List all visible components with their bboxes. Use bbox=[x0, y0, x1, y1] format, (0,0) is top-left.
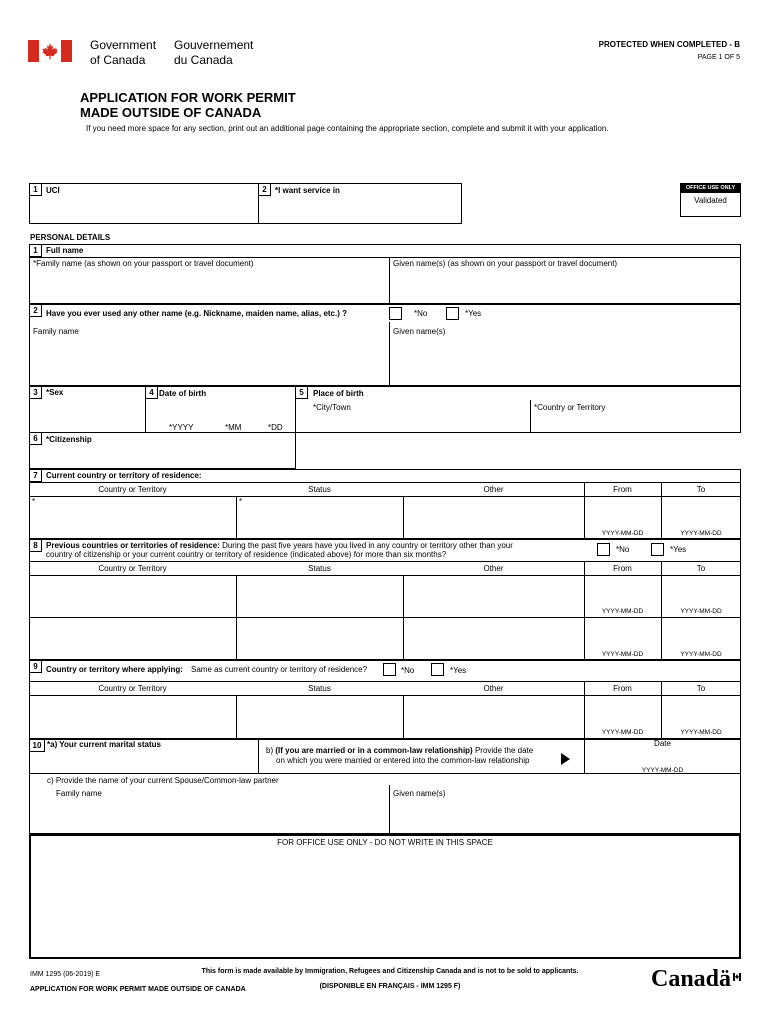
other-name-yes-label: *Yes bbox=[465, 309, 482, 318]
previous-no-label: *No bbox=[616, 545, 630, 554]
government-of-canada-fr bbox=[174, 38, 253, 68]
q7-from-input[interactable] bbox=[588, 508, 657, 528]
spouse-family-name-input[interactable] bbox=[33, 805, 383, 829]
q3-sex-number: 3 bbox=[29, 386, 42, 399]
uci-label: UCI bbox=[46, 186, 60, 195]
other-name-no-checkbox[interactable] bbox=[389, 307, 402, 320]
spouse-family-name-label: Family name bbox=[56, 789, 102, 798]
personal-details-heading: PERSONAL DETAILS bbox=[30, 233, 111, 242]
q6-citizenship-number: 6 bbox=[29, 432, 42, 445]
pob-country-input[interactable] bbox=[534, 416, 737, 430]
q7-residence-number: 7 bbox=[29, 469, 42, 482]
validated-label: Validated bbox=[694, 196, 727, 205]
q9-country-input[interactable] bbox=[33, 700, 232, 732]
other-given-name-input[interactable] bbox=[393, 345, 737, 375]
other-name-yes-checkbox[interactable] bbox=[446, 307, 459, 320]
applying-yes-label: *Yes bbox=[450, 666, 467, 675]
same-as-current-question: Same as current country or territory of residence? bbox=[191, 665, 368, 674]
q7-status-required: * bbox=[239, 497, 243, 506]
q7-col-from: From bbox=[613, 485, 632, 494]
q8-row1-from-format: YYYY-MM-DD bbox=[601, 608, 644, 615]
q2-number: 2 bbox=[258, 183, 271, 196]
marriage-date-label: Date bbox=[654, 739, 671, 748]
q2-other-name-number: 2 bbox=[29, 304, 42, 317]
q7-from-format: YYYY-MM-DD bbox=[601, 530, 644, 537]
q8-col-from: From bbox=[613, 564, 632, 573]
wordmark-flag-icon bbox=[733, 968, 741, 976]
other-family-name-label: Family name bbox=[33, 327, 79, 336]
sex-label: *Sex bbox=[46, 388, 64, 397]
citizenship-label: *Citizenship bbox=[46, 435, 92, 444]
q8-row2-country-input[interactable] bbox=[33, 622, 232, 654]
marriage-date-format: YYYY-MM-DD bbox=[641, 767, 684, 774]
q7-country-required: * bbox=[32, 497, 36, 506]
q7-to-format: YYYY-MM-DD bbox=[680, 530, 722, 537]
dob-label: Date of birth bbox=[159, 389, 207, 398]
marriage-date-bold: (If you are married or in a common-law relationship) bbox=[275, 746, 473, 755]
office-use-header: OFFICE USE ONLY bbox=[680, 183, 741, 193]
marriage-date-text1: Provide the date bbox=[472, 746, 534, 755]
q8-row2-from-format: YYYY-MM-DD bbox=[601, 651, 644, 658]
q7-other-input[interactable] bbox=[407, 508, 580, 534]
q9-status-input[interactable] bbox=[240, 700, 399, 732]
dob-input[interactable] bbox=[160, 402, 290, 420]
sex-select[interactable] bbox=[33, 404, 141, 428]
french-availability: (DISPONIBLE EN FRANÇAIS - IMM 1295 F) bbox=[319, 983, 461, 990]
gov-en-line1: Government bbox=[90, 38, 157, 52]
other-name-no-label: *No bbox=[414, 309, 428, 318]
q8-col-country: Country or Territory bbox=[98, 564, 167, 573]
not-for-sale-notice: This form is made available by Immigration, Refugees and Citizenship Canada and is not to be sold to applicants. bbox=[201, 968, 579, 975]
other-given-name-label: Given name(s) bbox=[393, 327, 446, 336]
applying-no-label: *No bbox=[401, 666, 415, 675]
q8-row2-status-input[interactable] bbox=[240, 622, 399, 654]
canada-wordmark bbox=[651, 965, 731, 993]
office-use-only-area bbox=[29, 834, 741, 959]
gov-fr-line2: du Canada bbox=[174, 53, 233, 67]
previous-residence-bold: Previous countries or territories of residence: bbox=[46, 541, 220, 550]
form-title bbox=[80, 90, 296, 120]
other-name-question: Have you ever used any other name (e.g. Nickname, maiden name, alias, etc.) ? bbox=[46, 309, 348, 318]
q9-col-to: To bbox=[696, 684, 706, 693]
office-use-only-label: FOR OFFICE USE ONLY - DO NOT WRITE IN THIS SPACE bbox=[277, 838, 493, 847]
gov-en-line2: of Canada bbox=[90, 53, 146, 67]
q8-row2-other-input[interactable] bbox=[407, 622, 580, 654]
service-language-select[interactable] bbox=[264, 200, 458, 220]
uci-input[interactable] bbox=[34, 200, 254, 220]
other-family-name-input[interactable] bbox=[33, 345, 383, 375]
q9-col-country: Country or Territory bbox=[98, 684, 167, 693]
previous-residence-text2: country of citizenship or your current country or territory of residence (indicated above) for more than six months? bbox=[46, 550, 447, 559]
q7-to-input[interactable] bbox=[665, 508, 737, 528]
citizenship-input[interactable] bbox=[33, 449, 291, 465]
marriage-date-question bbox=[266, 746, 533, 766]
previous-yes-label: *Yes bbox=[670, 545, 687, 554]
q7-country-input[interactable] bbox=[33, 508, 232, 534]
q4-dob-number: 4 bbox=[145, 386, 158, 399]
dob-yyyy-label: *YYYY bbox=[169, 423, 194, 432]
q10-marital-number: 10 bbox=[29, 739, 45, 752]
q9-from-format: YYYY-MM-DD bbox=[601, 729, 644, 736]
protected-label: PROTECTED WHEN COMPLETED - B bbox=[598, 40, 740, 49]
previous-yes-checkbox[interactable] bbox=[651, 543, 664, 556]
family-name-label: *Family name (as shown on your passport or travel document) bbox=[33, 259, 254, 268]
family-name-input[interactable] bbox=[33, 275, 383, 299]
q7-status-input[interactable] bbox=[240, 508, 399, 534]
canada-wordmark-text: Canadä bbox=[651, 966, 732, 992]
spouse-given-name-input[interactable] bbox=[393, 805, 737, 829]
spouse-given-name-label: Given name(s) bbox=[393, 789, 446, 798]
q8-previous-number: 8 bbox=[29, 539, 42, 552]
q8-col-status: Status bbox=[308, 564, 331, 573]
q8-row1-status-input[interactable] bbox=[240, 580, 399, 612]
q8-row2-to-format: YYYY-MM-DD bbox=[680, 651, 722, 658]
footer-form-title: APPLICATION FOR WORK PERMIT MADE OUTSIDE OF CANADA bbox=[30, 986, 246, 993]
q8-row1-country-input[interactable] bbox=[33, 580, 232, 612]
given-name-input[interactable] bbox=[393, 275, 737, 299]
marriage-date-text2: on which you were married or entered into the common-law relationship bbox=[276, 756, 530, 765]
marital-status-select[interactable] bbox=[33, 752, 253, 770]
dob-mm-label: *MM bbox=[225, 423, 242, 432]
applying-no-checkbox[interactable] bbox=[383, 663, 396, 676]
pob-country-label: *Country or Territory bbox=[534, 403, 606, 412]
q8-col-to: To bbox=[696, 564, 706, 573]
page-number: PAGE 1 OF 5 bbox=[697, 54, 740, 61]
q8-col-other: Other bbox=[483, 564, 504, 573]
q8-row1-to-format: YYYY-MM-DD bbox=[680, 608, 722, 615]
full-name-label: Full name bbox=[46, 246, 84, 255]
instructions: If you need more space for any section, print out an additional page containing the appropriate section, complete and submit it with your application. bbox=[86, 124, 609, 133]
marital-status-label: *a) Your current marital status bbox=[47, 740, 161, 749]
q9-col-status: Status bbox=[308, 684, 331, 693]
spouse-name-question: c) Provide the name of your current Spouse/Common-law partner bbox=[47, 776, 279, 785]
government-of-canada-en bbox=[90, 38, 156, 68]
pob-city-label: *City/Town bbox=[313, 403, 351, 412]
q7-col-status: Status bbox=[308, 485, 331, 494]
form-id: IMM 1295 (06-2019) E bbox=[30, 971, 101, 978]
given-name-label: Given name(s) (as shown on your passport or travel document) bbox=[393, 259, 618, 268]
q9-col-other: Other bbox=[483, 684, 504, 693]
q7-col-to: To bbox=[696, 485, 706, 494]
gov-fr-line1: Gouvernement bbox=[174, 38, 254, 52]
pob-label: Place of birth bbox=[313, 389, 364, 398]
q9-other-input[interactable] bbox=[407, 700, 580, 732]
q8-row1-other-input[interactable] bbox=[407, 580, 580, 612]
applying-yes-checkbox[interactable] bbox=[431, 663, 444, 676]
marriage-date-input[interactable] bbox=[600, 751, 725, 765]
canada-flag-icon bbox=[28, 40, 72, 62]
q7-col-country: Country or Territory bbox=[98, 485, 167, 494]
form-title-line1: APPLICATION FOR WORK PERMIT bbox=[80, 90, 296, 105]
q5-pob-number: 5 bbox=[295, 386, 308, 399]
applying-label: Country or territory where applying: bbox=[46, 665, 183, 674]
previous-residence-question bbox=[46, 541, 566, 559]
service-label: *I want service in bbox=[275, 186, 340, 195]
marriage-date-prefix: b) bbox=[266, 746, 276, 755]
q7-col-other: Other bbox=[483, 485, 504, 494]
q1-full-name-number: 1 bbox=[29, 244, 42, 257]
q9-to-format: YYYY-MM-DD bbox=[680, 729, 722, 736]
previous-no-checkbox[interactable] bbox=[597, 543, 610, 556]
q9-col-from: From bbox=[613, 684, 632, 693]
arrow-right-icon bbox=[561, 753, 570, 765]
current-residence-label: Current country or territory of residence: bbox=[46, 471, 202, 480]
q9-applying-number: 9 bbox=[29, 660, 42, 673]
q1-number: 1 bbox=[29, 183, 42, 196]
dob-dd-label: *DD bbox=[268, 423, 283, 432]
pob-city-input[interactable] bbox=[300, 416, 526, 430]
form-title-line2: MADE OUTSIDE OF CANADA bbox=[80, 105, 262, 120]
previous-residence-text1: During the past five years have you lived in any country or territory other than your bbox=[219, 541, 513, 550]
